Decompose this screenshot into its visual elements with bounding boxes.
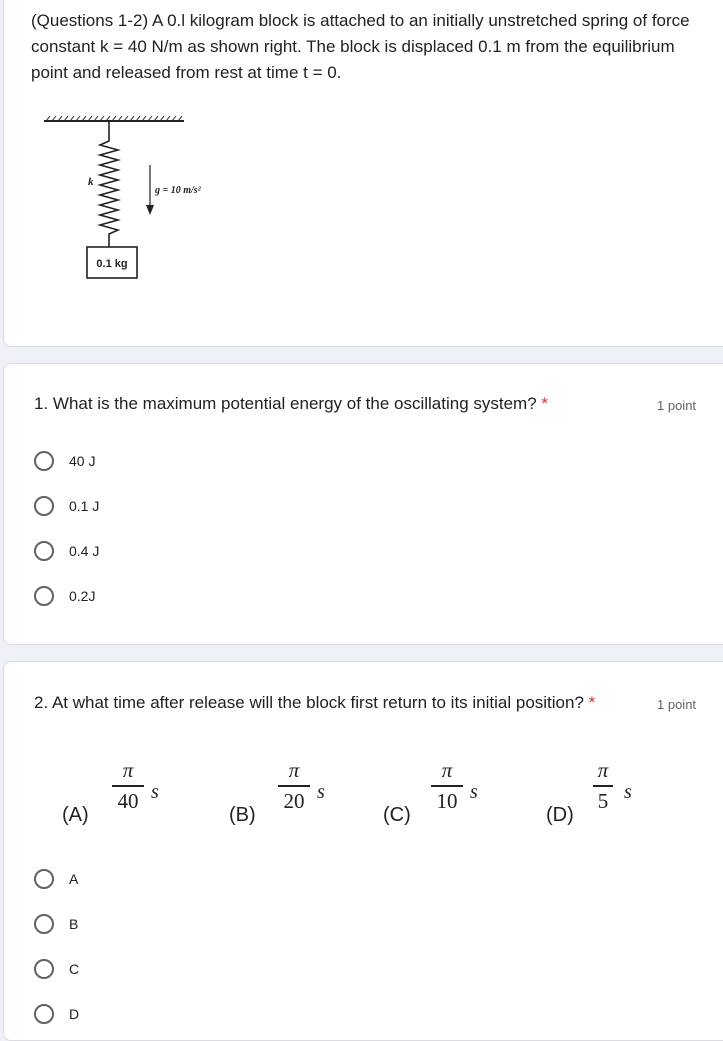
choice-d-letter: (D) <box>546 804 574 826</box>
option-label: C <box>69 961 80 977</box>
q1-option-4[interactable] <box>34 582 95 610</box>
gravity-label: g = 10 m/s² <box>155 185 201 196</box>
choice-a-denominator: 40 <box>117 788 139 813</box>
radio-button[interactable] <box>34 869 54 889</box>
choice-d-fraction <box>589 758 617 814</box>
question-2-title <box>34 691 654 715</box>
question-1-text: 1. What is the maximum potential energy of the oscillating system? <box>34 394 537 413</box>
choice-a-unit: s <box>151 781 159 803</box>
option-label: D <box>69 1006 80 1022</box>
choice-d-numerator: π <box>597 758 609 782</box>
fraction-bar <box>278 785 310 787</box>
q2-option-b[interactable] <box>34 910 78 938</box>
spring <box>100 121 118 247</box>
choice-c-denominator: 10 <box>436 788 458 813</box>
q1-option-1[interactable] <box>34 447 95 475</box>
choice-c-fraction <box>427 758 467 814</box>
choice-c-numerator: π <box>441 758 453 782</box>
question-2-card <box>3 661 723 1041</box>
q2-option-a[interactable] <box>34 865 78 893</box>
choice-b-denominator: 20 <box>283 788 305 813</box>
option-label: 0.4 J <box>69 543 100 559</box>
gravity-arrow-head <box>146 205 154 215</box>
question-2-text: 2. At what time after release will the block first return to its initial position? <box>34 693 584 712</box>
radio-button[interactable] <box>34 451 54 471</box>
choice-c-letter: (C) <box>383 804 411 826</box>
option-label: 40 J <box>69 453 96 469</box>
intro-text: (Questions 1-2) A 0.l kilogram block is attached to an initially unstretched spring of force constant k = 40 N/m as shown right. The block is displaced 0.1 m from the equilibrium point and released from rest at time t = 0. <box>31 11 690 82</box>
fraction-bar <box>593 785 613 787</box>
choice-d-denominator: 5 <box>597 788 609 813</box>
question-1-points: 1 point <box>657 398 697 413</box>
radio-button[interactable] <box>34 496 54 516</box>
choice-b-fraction <box>274 758 314 814</box>
radio-button[interactable] <box>34 1004 54 1024</box>
q1-option-2[interactable] <box>34 492 99 520</box>
choice-d-unit: s <box>624 781 632 803</box>
choice-a-numerator: π <box>122 758 134 782</box>
spring-label: k <box>88 176 94 188</box>
choice-b-numerator: π <box>288 758 300 782</box>
q1-option-3[interactable] <box>34 537 99 565</box>
question-2-points: 1 point <box>657 697 697 712</box>
spring-block-figure <box>42 113 232 288</box>
block-label: 0.1 kg <box>96 258 128 270</box>
intro-card <box>3 0 723 347</box>
required-asterisk: * <box>541 394 549 413</box>
fraction-bar <box>431 785 463 787</box>
option-label: A <box>69 871 79 887</box>
choice-a-fraction <box>108 758 148 814</box>
q2-option-c[interactable] <box>34 955 79 983</box>
required-asterisk: * <box>588 693 596 712</box>
radio-button[interactable] <box>34 959 54 979</box>
option-label: 0.2J <box>69 588 96 604</box>
option-label: B <box>69 916 79 932</box>
question-1-card <box>3 363 723 645</box>
radio-button[interactable] <box>34 586 54 606</box>
choice-b-unit: s <box>317 781 325 803</box>
question-1-title <box>34 392 634 416</box>
option-label: 0.1 J <box>69 498 100 514</box>
radio-button[interactable] <box>34 541 54 561</box>
fraction-bar <box>112 785 144 787</box>
choice-a-letter: (A) <box>62 804 89 826</box>
choice-b-letter: (B) <box>229 804 256 826</box>
radio-button[interactable] <box>34 914 54 934</box>
choice-c-unit: s <box>470 781 478 803</box>
